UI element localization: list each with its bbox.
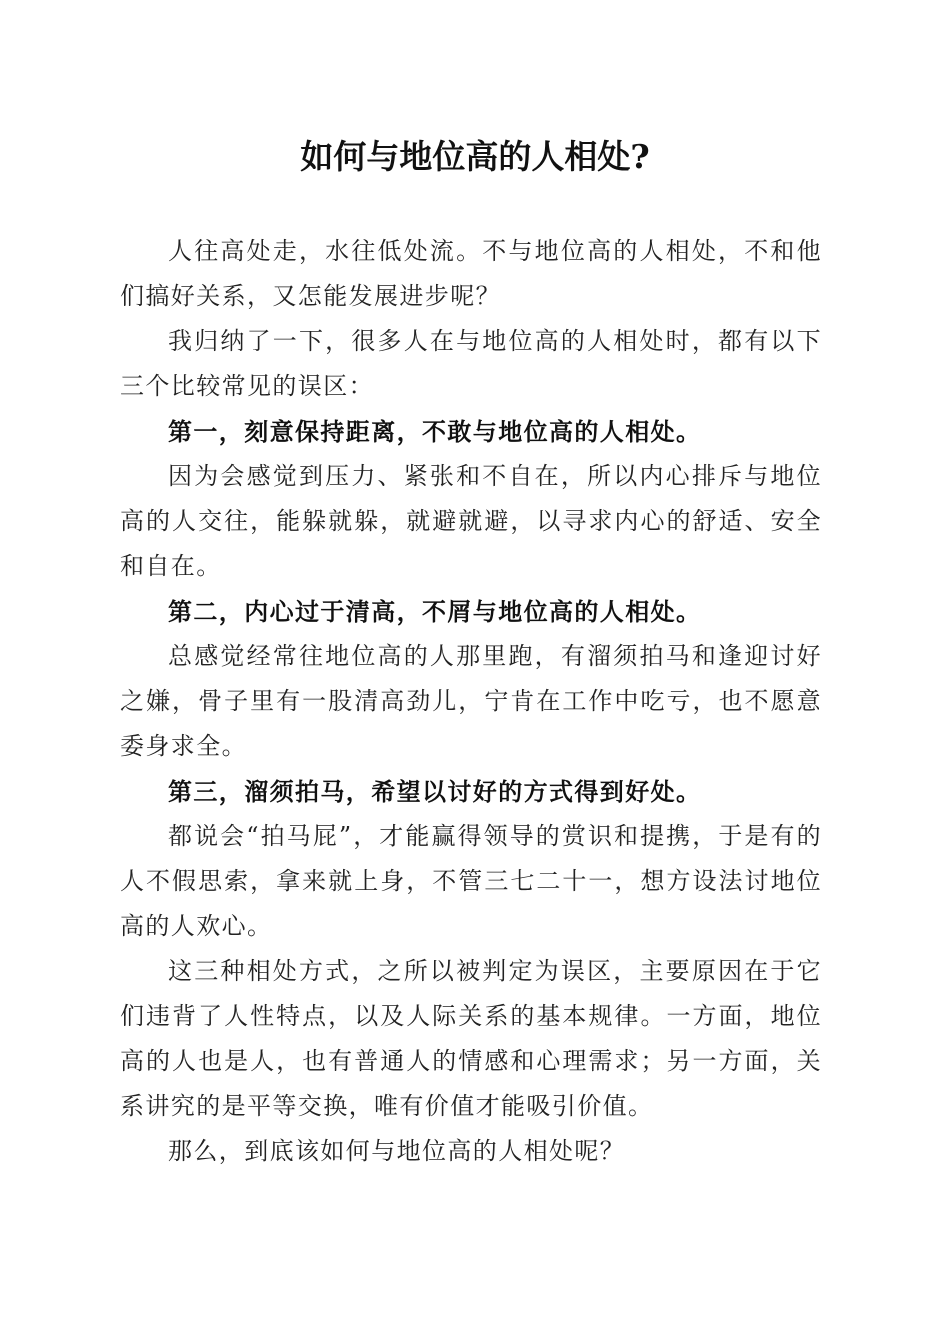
document-body xyxy=(120,229,822,1174)
heading-mistake-1: 第一，刻意保持距离，不敢与地位高的人相处。 xyxy=(168,417,702,446)
heading-mistake-3: 第三，溜须拍马，希望以讨好的方式得到好处。 xyxy=(168,777,702,806)
document-title: 如何与地位高的人相处? xyxy=(300,137,650,176)
paragraph-mistake-3: 都说会“拍马屁”，才能赢得领导的赏识和提携，于是有的人不假思索，拿来就上身，不管三七二十一，想方设法讨地位高的人欢心。 xyxy=(120,822,822,940)
paragraph-intro: 人往高处走，水往低处流。不与地位高的人相处，不和他们搞好关系，又怎能发展进步呢？ xyxy=(120,237,822,310)
paragraph-summary: 我归纳了一下，很多人在与地位高的人相处时，都有以下三个比较常见的误区： xyxy=(120,327,822,400)
paragraph-question: 那么，到底该如何与地位高的人相处呢？ xyxy=(168,1137,626,1165)
paragraph-mistake-1: 因为会感觉到压力、紧张和不自在，所以内心排斥与地位高的人交往，能躲就躲，就避就避，以寻求内心的舒适、安全和自在。 xyxy=(120,462,822,580)
heading-mistake-2: 第二，内心过于清高，不屑与地位高的人相处。 xyxy=(168,597,702,626)
paragraph-analysis: 这三种相处方式，之所以被判定为误区，主要原因在于它们违背了人性特点，以及人际关系的基本规律。一方面，地位高的人也是人，也有普通人的情感和心理需求；另一方面，关系讲究的是平等交换，唯有价值才能吸引价值。 xyxy=(120,957,822,1120)
paragraph-mistake-2: 总感觉经常往地位高的人那里跑，有溜须拍马和逢迎讨好之嫌，骨子里有一股清高劲儿，宁肯在工作中吃亏，也不愿意委身求全。 xyxy=(120,642,822,760)
